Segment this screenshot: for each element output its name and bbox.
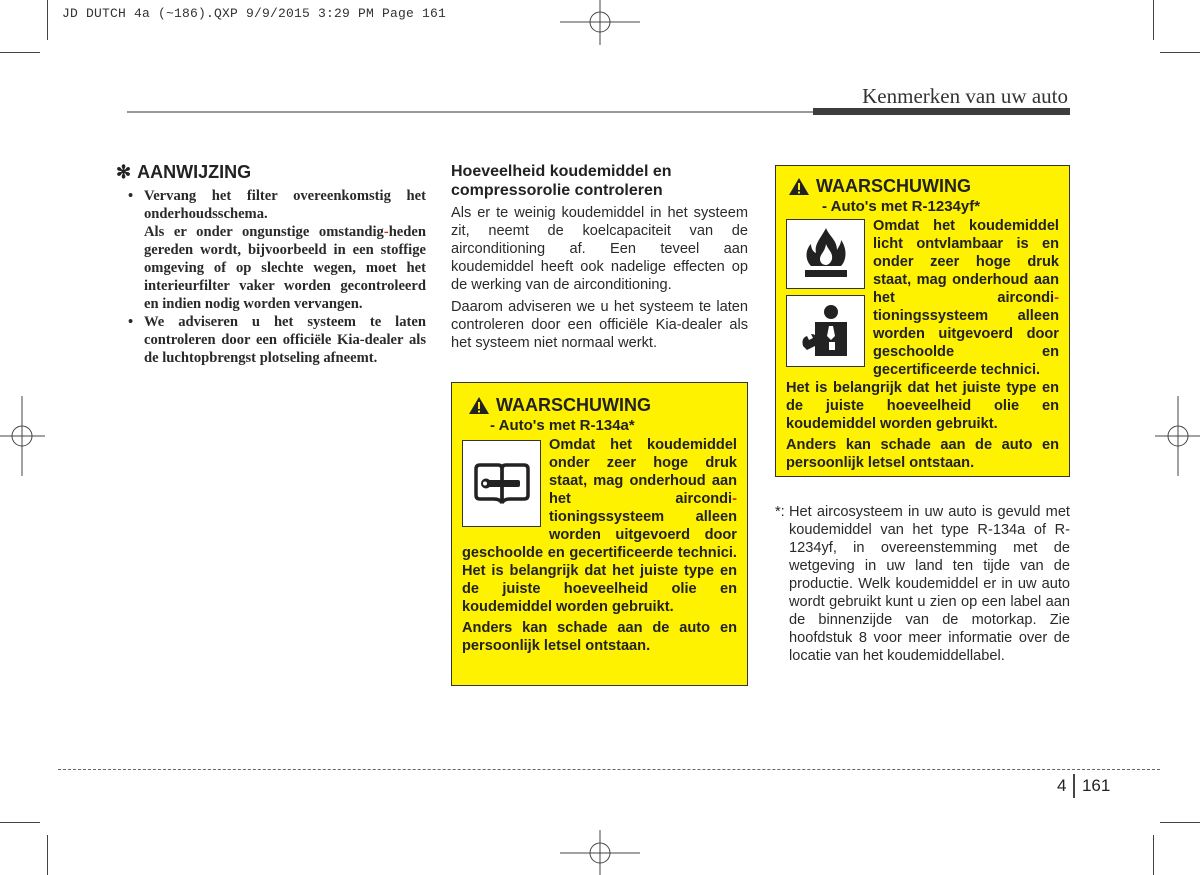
warning-triangle-icon: [788, 177, 810, 196]
crop-mark: [0, 822, 40, 823]
page-number-divider: [1073, 774, 1075, 798]
crop-mark: [1153, 0, 1154, 40]
warning-text: Omdat het koudemiddel licht ontvlambaar is en onder zeer hoge druk staat, mag onderhoud aan het aircondi-tioningssysteem alleen worden uitgevoerd door geschoolde en gecertificeerde technici. Het is belangrijk dat het juiste type en de juiste hoeveelheid olie en koudemiddel worden gebruikt. Anders kan schade aan de auto en persoonlijk letsel ontstaan.: [786, 218, 1059, 471]
header-rule-accent: [813, 108, 1070, 115]
warning-title: WAARSCHUWING: [462, 395, 737, 416]
crop-mark: [1153, 835, 1154, 875]
list-item: [116, 313, 426, 367]
note-title-text: AANWIJZING: [137, 162, 252, 182]
crop-mark: [47, 0, 48, 40]
header-rule: [127, 111, 813, 113]
subsection-heading: Hoeveelheid koudemiddel en compressorolie controleren: [451, 163, 672, 199]
chapter-number: 4: [1057, 776, 1067, 795]
footnote: [775, 503, 1070, 665]
registration-mark-right: [1155, 396, 1200, 476]
technician-icon: [786, 295, 865, 367]
asterisk-icon: ✻: [116, 162, 132, 182]
registration-mark-top: [560, 0, 640, 45]
note-title: [116, 162, 426, 183]
note-item-text: • We adviseren u het systeem te laten controleren door een officiële Kia-dealer als de luchtopbrengst plotseling afneemt.: [144, 314, 426, 366]
warning-box-r134a: [451, 382, 748, 686]
footnote-mark: *:: [775, 504, 785, 520]
refrigerant-section: [451, 162, 748, 356]
printer-slug: JD DUTCH 4a (~186).QXP 9/9/2015 3:29 PM Page 161: [62, 6, 447, 21]
page-number: [1057, 774, 1110, 798]
footnote-text: Het aircosysteem in uw auto is gevuld met koudemiddel van het type R-134a of R- 1234yf, in overeenstemming met de wetgeving in uw land ten tijde van de productie. Welk koudemiddel er in uw auto wordt gebruikt kunt u zien op een label aan de binnenzijde van de motorkap. Zie hoofdstuk 8 voor meer informatie over de locatie van het koudemiddellabel.: [789, 504, 1070, 664]
crop-mark: [0, 52, 40, 53]
footer-rule: [58, 769, 1160, 770]
warning-subtitle: - Auto's met R-1234yf*: [822, 198, 981, 215]
note-section: [116, 162, 426, 367]
list-item: [116, 187, 426, 313]
note-list: [116, 187, 426, 367]
warning-box-r1234yf: [775, 165, 1070, 477]
warning-text: Omdat het koudemiddel onder zeer hoge druk staat, mag onderhoud aan het aircondi-tioningssysteem alleen worden uitgevoerd door geschoolde en gecertificeerde technici. Het is belangrijk dat het juiste type en de juiste hoeveelheid olie en koudemiddel worden gebruikt. Anders kan schade aan de auto en persoonlijk letsel ontstaan.: [462, 437, 737, 654]
note-item-text: • Vervang het filter overeenkomstig het onderhoudsschema.: [144, 188, 426, 222]
crop-mark: [1160, 822, 1200, 823]
service-manual-icon: [462, 440, 541, 527]
warning-subtitle: - Auto's met R-134a*: [490, 417, 635, 434]
crop-mark: [47, 835, 48, 875]
flammable-icon: [786, 219, 865, 289]
body-paragraph: Daarom adviseren we u het systeem te laten controleren door een officiële Kia-dealer als het systeem niet normaal werkt.: [451, 299, 748, 351]
page-number-value: 161: [1081, 776, 1111, 795]
warning-triangle-icon: [468, 396, 490, 415]
note-item-text: Als er onder ongunstige omstandig-heden gereden wordt, bijvoorbeeld in een stoffige omgeving of op slechte wegen, moet het interieurfilter vaker worden gecontroleerd en indien nodig worden vervangen.: [144, 224, 426, 312]
registration-mark-left: [0, 396, 45, 476]
crop-mark: [1160, 52, 1200, 53]
registration-mark-bottom: [560, 830, 640, 875]
warning-title: WAARSCHUWING: [786, 176, 1059, 197]
section-title: Kenmerken van uw auto: [862, 84, 1068, 108]
body-paragraph: Als er te weinig koudemiddel in het systeem zit, neemt de koelcapaciteit van de airconditioning af. Een teveel aan koudemiddel heeft ook nadelige effecten op de werking van de airconditioning.: [451, 205, 748, 293]
